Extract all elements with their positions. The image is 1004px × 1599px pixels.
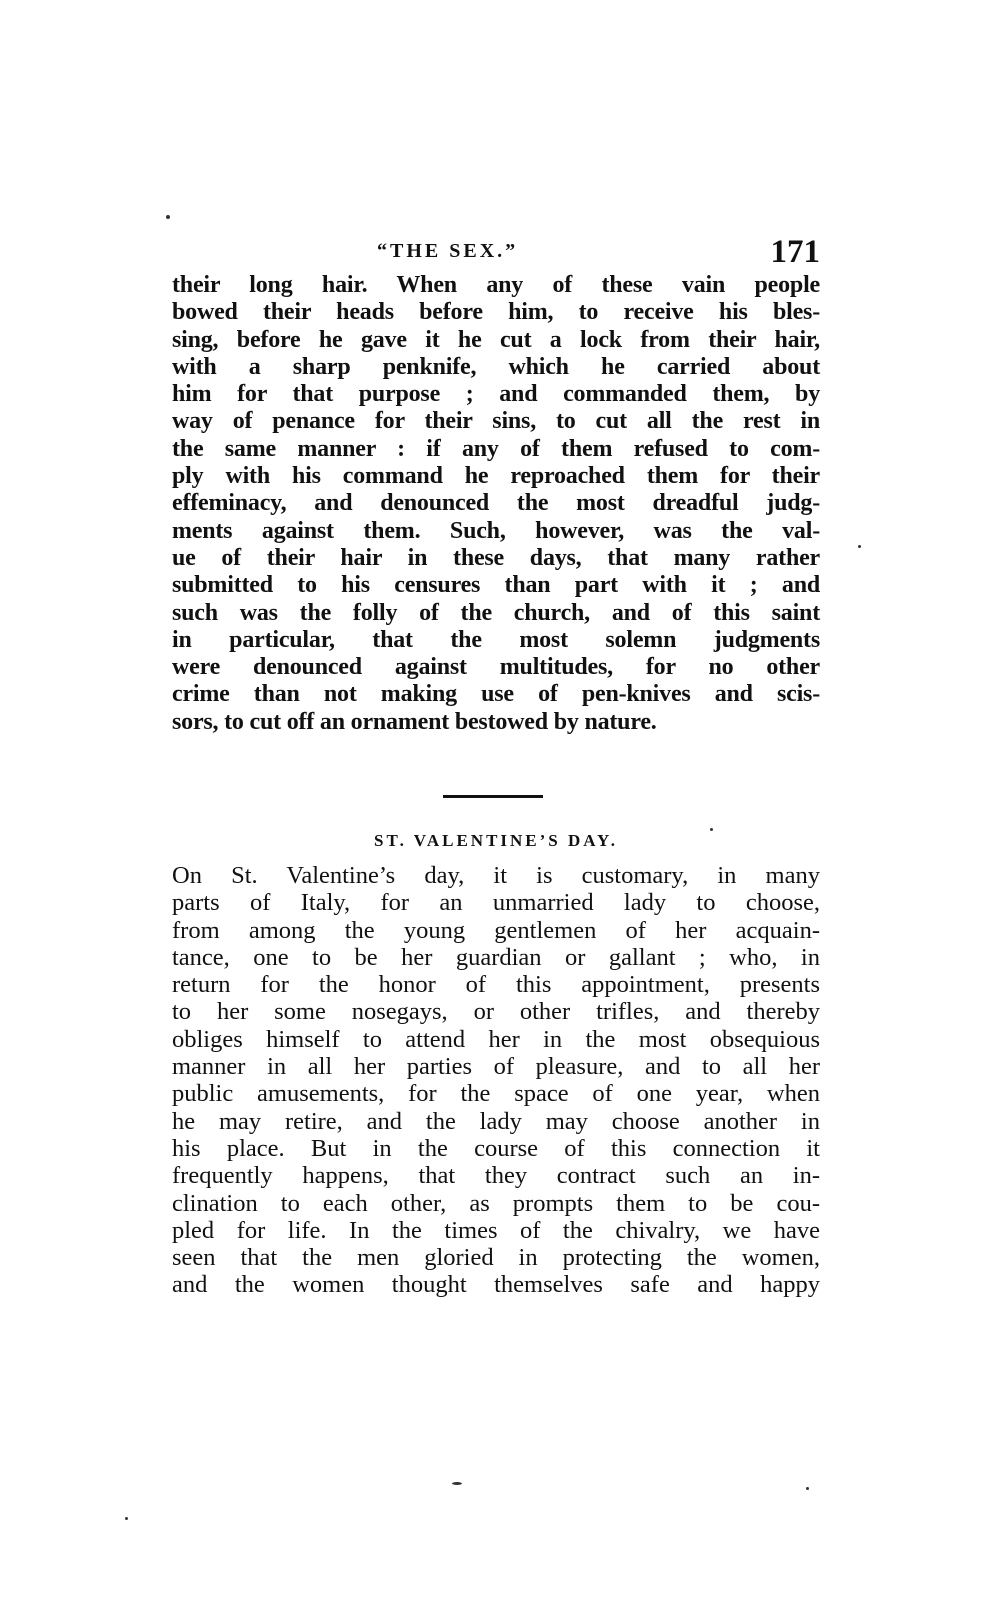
text-line: submitted to his censures than part with it ; and (172, 572, 820, 599)
text-line: ments against them. Such, however, was the val- (172, 517, 820, 544)
text-line: bowed their heads before him, to receive his bles- (172, 299, 820, 326)
ink-speck (125, 1517, 128, 1520)
ink-speck (710, 828, 713, 831)
text-line: in particular, that the most solemn judgments (172, 626, 820, 653)
text-line: parts of Italy, for an unmarried lady to choose, (172, 889, 820, 917)
ink-speck (806, 1487, 809, 1490)
text-line: their long hair. When any of these vain people (172, 272, 820, 298)
section-heading: ST. VALENTINE’S DAY. (374, 831, 618, 850)
ink-speck (452, 1482, 462, 1485)
text-line: obliges himself to attend her in the most obsequious (172, 1025, 820, 1053)
text-line: the same manner : if any of them refused to com- (172, 435, 820, 462)
text-line: sors, to cut off an ornament bestowed by nature. (172, 708, 657, 735)
text-line: him for that purpose ; and commanded them, by (172, 381, 820, 408)
text-line: On St. Valentine’s day, it is customary, in many (172, 862, 820, 889)
text-line: from among the young gentlemen of her acquain- (172, 916, 820, 944)
running-head (172, 234, 820, 274)
text-line: such was the folly of the church, and of this saint (172, 599, 820, 626)
text-line: public amusements, for the space of one year, when (172, 1080, 820, 1108)
text-line: crime than not making use of pen-knives and scis- (172, 681, 820, 708)
text-line: return for the honor of this appointment, presents (172, 971, 820, 999)
text-line: pled for life. In the times of the chivalry, we have (172, 1216, 820, 1244)
ink-speck (858, 545, 861, 548)
text-line: were denounced against multitudes, for no other (172, 654, 820, 681)
text-line: manner in all her parties of pleasure, and to all her (172, 1053, 820, 1081)
paragraph-valentine (172, 862, 820, 1299)
text-line: to her some nosegays, or other trifles, and thereby (172, 998, 820, 1026)
ink-speck (166, 215, 170, 219)
text-line: effeminacy, and denounced the most dreadful judg- (172, 490, 820, 517)
text-line: ue of their hair in these days, that many rather (172, 544, 820, 571)
text-line: seen that the men gloried in protecting the women, (172, 1244, 820, 1272)
paragraph-hair (172, 272, 820, 736)
text-line: frequently happens, that they contract such an in- (172, 1162, 820, 1190)
text-line: with a sharp penknife, which he carried about (172, 353, 820, 380)
text-line: his place. But in the course of this connection it (172, 1134, 820, 1162)
text-line: clination to each other, as prompts them to be cou- (172, 1189, 820, 1217)
text-line: ply with his command he reproached them for their (172, 463, 820, 490)
section-divider (443, 795, 543, 798)
running-title: “THE SEX.” (377, 240, 519, 262)
text-line: tance, one to be her guardian or gallant ; who, in (172, 943, 820, 971)
page-number: 171 (770, 234, 820, 270)
text-line: and the women thought themselves safe and happy (172, 1271, 820, 1299)
text-line: sing, before he gave it he cut a lock from their hair, (172, 326, 820, 353)
text-line: he may retire, and the lady may choose another in (172, 1107, 820, 1135)
text-line: way of penance for their sins, to cut all the rest in (172, 408, 820, 435)
